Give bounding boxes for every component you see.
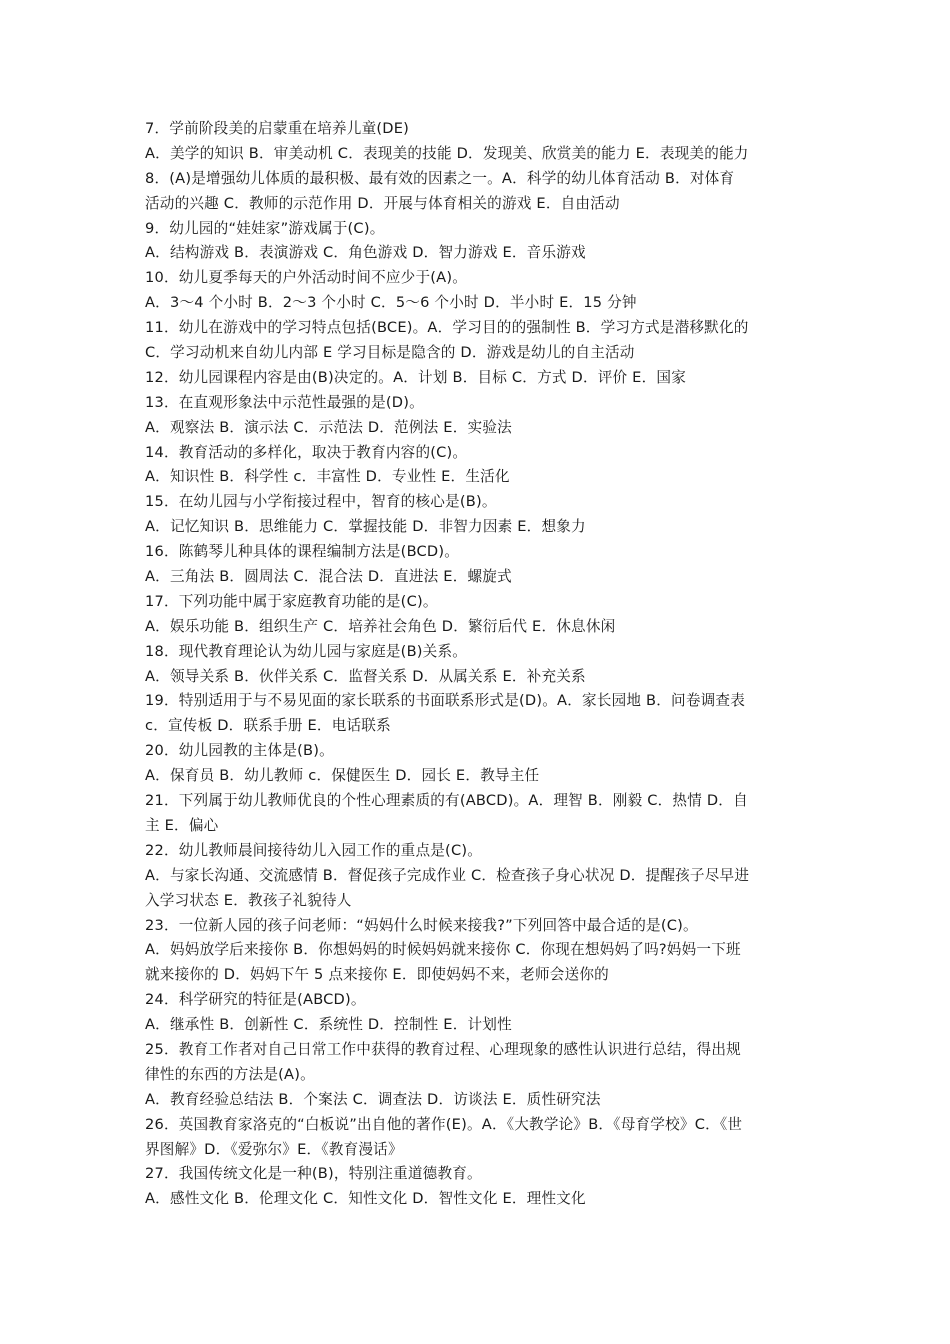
text-line: 11．幼儿在游戏中的学习特点包括(BCE)。A．学习目的的强制性 B．学习方式是潜移默化的 [145, 319, 749, 337]
text-line: A．3～4 个小时 B．2～3 个小时 C．5～6 个小时 D．半小时 E．15 分钟 [145, 294, 637, 312]
text-line: c．宣传板 D．联系手册 E．电话联系 [145, 717, 391, 735]
text-line: 22．幼儿教师晨间接待幼儿入园工作的重点是(C)。 [145, 841, 483, 859]
text-line: 入学习状态 E．教孩子礼貌待人 [145, 891, 352, 909]
text-line: 14．教育活动的多样化，取决于教育内容的(C)。 [145, 443, 468, 461]
text-line: 20．幼儿园教的主体是(B)。 [145, 742, 334, 760]
text-line: 10．幼儿夏季每天的户外活动时间不应少于(A)。 [145, 269, 468, 287]
text-line: 27．我国传统文化是一种(B)，特别注重道德教育。 [145, 1165, 482, 1183]
text-line: 24．科学研究的特征是(ABCD)。 [145, 991, 366, 1009]
text-line: A．美学的知识 B．审美动机 C．表现美的技能 D．发现美、欣赏美的能力 E．表现美的能力 [145, 144, 749, 162]
text-line: 19．特别适用于与不易见面的家长联系的书面联系形式是(D)。A．家长园地 B．问卷调查表 [145, 692, 746, 710]
text-line: 就来接你的 D．妈妈下午 5 点来接你 E．即使妈妈不来，老师会送你的 [145, 966, 609, 984]
text-line: 21．下列属于幼儿教师优良的个性心理素质的有(ABCD)。A．理智 B．刚毅 C．热情 D．自 [145, 792, 748, 810]
text-line: 25．教育工作者对自己日常工作中获得的教育过程、心理现象的感性认识进行总结，得出规 [145, 1040, 741, 1058]
text-line: 7．学前阶段美的启蒙重在培养儿童(DE) [145, 120, 410, 137]
text-line: 16．陈鹤琴儿种具体的课程编制方法是(BCD)。 [145, 543, 460, 561]
text-line: A．与家长沟通、交流感情 B．督促孩子完成作业 C．检查孩子身心状况 D．提醒孩子尽早进 [145, 866, 750, 884]
text-line: 15．在幼儿园与小学衔接过程中，智育的核心是(B)。 [145, 493, 497, 511]
text-line: 12．幼儿园课程内容是由(B)决定的。A．计划 B．目标 C．方式 D．评价 E．国家 [145, 368, 686, 386]
text-line: 17．下列功能中属于家庭教育功能的是(C)。 [145, 592, 438, 610]
text-line: A．记忆知识 B．思维能力 C．掌握技能 D．非智力因素 E．想象力 [145, 518, 586, 536]
text-line: A．观察法 B．演示法 C．示范法 D．范例法 E．实验法 [145, 418, 512, 436]
text-line: 律性的东西的方法是(A)。 [145, 1065, 315, 1083]
text-line: 23．一位新人园的孩子问老师：“妈妈什么时候来接我?”下列回答中最合适的是(C)。 [145, 916, 698, 934]
text-line: 9．幼儿园的“娃娃家”游戏属于(C)。 [145, 219, 385, 237]
text-line: A．领导关系 B．伙伴关系 C．监督关系 D．从属关系 E．补充关系 [145, 667, 586, 685]
text-line: A．娱乐功能 B．组织生产 C．培养社会角色 D．繁衍后代 E．休息休闲 [145, 617, 616, 635]
text-line: A．感性文化 B．伦理文化 C．知性文化 D．智性文化 E．理性文化 [145, 1190, 586, 1208]
text-line: A．知识性 B．科学性 c．丰富性 D．专业性 E．生活化 [145, 468, 510, 486]
text-line: 18．现代教育理论认为幼儿园与家庭是(B)关系。 [145, 642, 468, 660]
text-line: A．妈妈放学后来接你 B．你想妈妈的时候妈妈就来接你 C．你现在想妈妈了吗?妈妈一下班 [145, 941, 741, 959]
text-line: A．结构游戏 B．表演游戏 C．角色游戏 D．智力游戏 E．音乐游戏 [145, 244, 586, 262]
text-line: 8．(A)是增强幼儿体质的最积极、最有效的因素之一。A．科学的幼儿体育活动 B．对体育 [145, 169, 735, 187]
text-line: 界图解》D．《爱弥尔》E．《教育漫话》 [145, 1140, 403, 1158]
text-line: C．学习动机来自幼儿内部 E 学习目标是隐含的 D．游戏是幼儿的自主活动 [145, 344, 635, 362]
text-line: A．三角法 B．圆周法 C．混合法 D．直进法 E．螺旋式 [145, 568, 512, 586]
text-line: A．继承性 B．创新性 C．系统性 D．控制性 E．计划性 [145, 1016, 512, 1034]
text-line: 活动的兴趣 C．教师的示范作用 D．开展与体育相关的游戏 E．自由活动 [145, 194, 620, 212]
text-line: A．教育经验总结法 B．个案法 C．调查法 D．访谈法 E．质性研究法 [145, 1090, 601, 1108]
text-line: 主 E．偏心 [145, 816, 219, 834]
text-line: 13．在直观形象法中示范性最强的是(D)。 [145, 393, 424, 411]
document-text [145, 117, 810, 1212]
text-line: A．保育员 B．幼儿教师 c．保健医生 D．园长 E．教导主任 [145, 767, 540, 785]
text-line: 26．英国教育家洛克的“白板说”出自他的著作(E)。A．《大教学论》B．《母育学校》C．《世 [145, 1115, 743, 1133]
